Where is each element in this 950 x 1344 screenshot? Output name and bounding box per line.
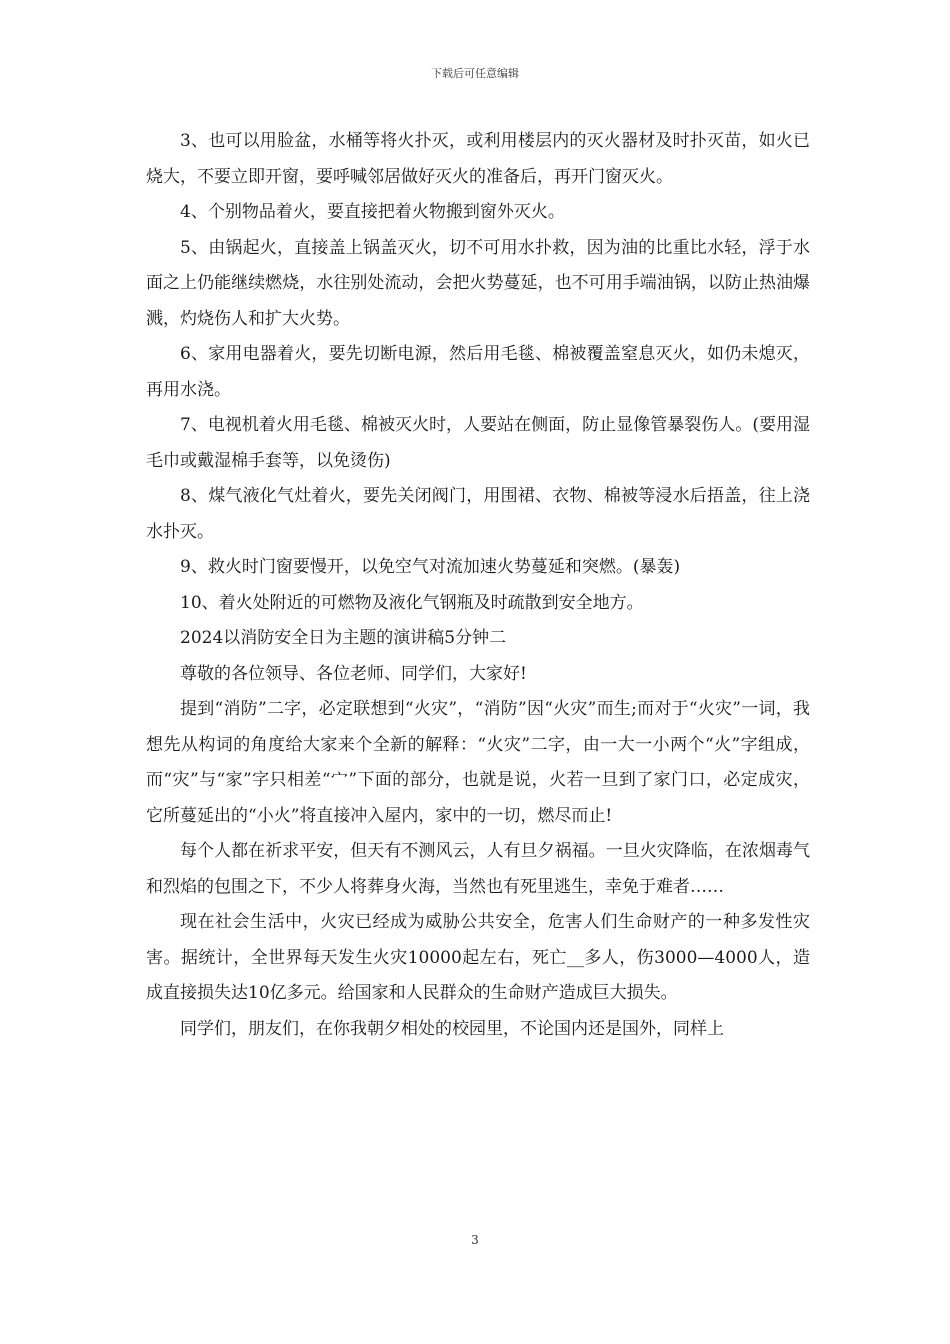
document-body [146, 124, 810, 1047]
paragraph: 3、也可以用脸盆，水桶等将火扑灭，或利用楼层内的灭火器材及时扑灭苗，如火已烧大，不要立即开窗，要呼喊邻居做好灭火的准备后，再开门窗灭火。 [146, 131, 810, 187]
section-heading: 2024以消防安全日为主题的演讲稿5分钟二 [180, 628, 507, 648]
page-header: 下载后可任意编辑 [431, 67, 519, 80]
paragraph: 同学们，朋友们，在你我朝夕相处的校园里，不论国内还是国外，同样上 [180, 1018, 724, 1039]
page-number: 3 [471, 1233, 479, 1247]
paragraph: 尊敬的各位领导、各位老师、同学们，大家好! [180, 663, 527, 684]
paragraph: 现在社会生活中，火灾已经成为威胁公共安全，危害人们生命财产的一种多发性灾害。据统计，全世界每天发生火灾10000起左右，死亡__多人，伤3000—4000人，造成直接损失达10亿多元。给国家和人民群众的生命财产造成巨大损失。 [146, 912, 810, 1003]
paragraph: 10、着火处附近的可燃物及液化气钢瓶及时疏散到安全地方。 [180, 592, 644, 613]
paragraph: 7、电视机着火用毛毯、棉被灭火时，人要站在侧面，防止显像管暴裂伤人。(要用湿毛巾或戴湿棉手套等，以免烫伤) [146, 415, 810, 471]
paragraph: 每个人都在祈求平安，但天有不测风云，人有旦夕祸福。一旦火灾降临，在浓烟毒气和烈焰的包围之下，不少人将葬身火海，当然也有死里逃生，幸免于难者…… [146, 841, 810, 897]
paragraph: 5、由锅起火，直接盖上锅盖灭火，切不可用水扑救，因为油的比重比水轻，浮于水面之上仍能继续燃烧，水往别处流动，会把火势蔓延，也不可用手端油锅，以防止热油爆溅，灼烧伤人和扩大火势。 [146, 237, 810, 329]
paragraph: 8、煤气液化气灶着火，要先关闭阀门，用围裙、衣物、棉被等浸水后捂盖，往上浇水扑灭。 [146, 486, 810, 542]
paragraph: 6、家用电器着火，要先切断电源，然后用毛毯、棉被覆盖窒息灭火，如仍未熄灭，再用水浇。 [146, 344, 810, 400]
paragraph: 4、个别物品着火，要直接把着火物搬到窗外灭火。 [180, 202, 565, 222]
paragraph: 提到“消防”二字，必定联想到“火灾”，“消防”因“火灾”而生;而对于“火灾”一词，我想先从构词的角度给大家来个全新的解释：“火灾”二字，由一大一小两个“火”字组成，而“灾”与“家”字只相差“宀”下面的部分，也就是说，火若一旦到了家门口，必定成灾，它所蔓延出的“小火”将直接冲入屋内，家中的一切，燃尽而止! [146, 699, 810, 826]
paragraph: 9、救火时门窗要慢开，以免空气对流加速火势蔓延和突燃。(暴轰) [180, 557, 681, 577]
